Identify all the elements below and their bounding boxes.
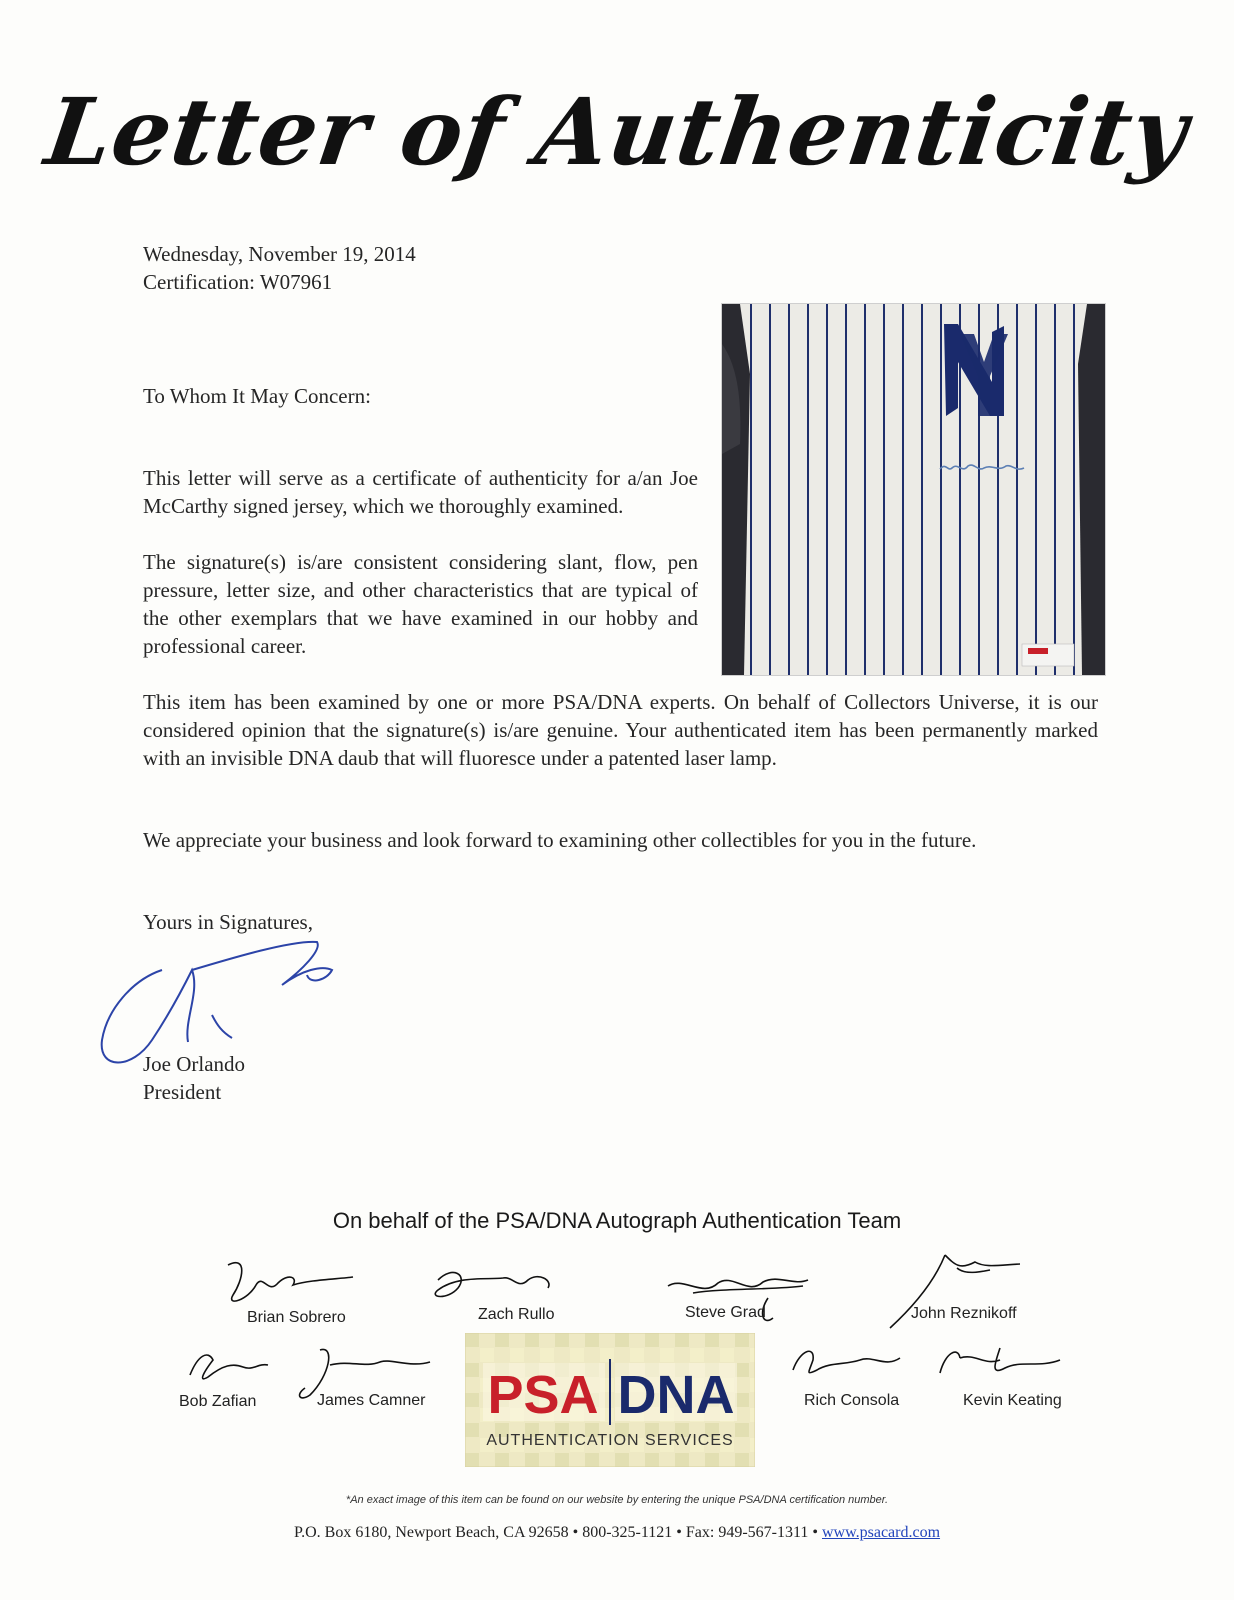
signed-pinstripe-jersey-photo	[722, 304, 1105, 675]
letter-title: Letter of Authenticity	[39, 78, 1195, 186]
signer-name: Joe Orlando	[143, 1052, 246, 1076]
team-member-kevin-keating: Kevin Keating	[963, 1392, 1062, 1409]
team-member-rich-consola: Rich Consola	[804, 1392, 900, 1409]
team-header: On behalf of the PSA/DNA Autograph Authentication Team	[332, 1208, 902, 1233]
team-member-james-camner: James Camner	[317, 1392, 426, 1409]
zach-rullo-signature	[428, 1260, 558, 1310]
website-link[interactable]: www.psacard.com	[822, 1524, 941, 1541]
certification-number: Certification: W07961	[143, 270, 333, 294]
team-member-zach-rullo: Zach Rullo	[478, 1306, 555, 1323]
psa-mark: PSA	[487, 1365, 599, 1425]
paragraph-appreciation: We appreciate your business and look forward to examining other collectibles for you in the future.	[143, 828, 977, 852]
footer-contact	[0, 1524, 1234, 1542]
paragraph-consistency: The signature(s) is/are consistent considering slant, flow, pen pressure, letter size, and other characteristics that are typical of the other exemplars that we have examined in our hobby and professional career.	[143, 550, 698, 658]
signer-title: President	[143, 1080, 222, 1104]
paragraph-examination: This item has been examined by one or more PSA/DNA experts. On behalf of Collectors Universe, it is our considered opinion that the signature(s) is/are genuine. Your authenticated item has been permanently marked with an invisible DNA daub that will fluoresce under a patented laser lamp.	[143, 690, 1098, 770]
brian-sobrero-signature	[218, 1255, 358, 1315]
team-member-john-reznikoff: John Reznikoff	[911, 1305, 1017, 1322]
paragraph-certificate: This letter will serve as a certificate of authenticity for a/an Joe McCarthy signed jersey, which we thoroughly examined.	[143, 466, 698, 518]
team-member-bob-zafian: Bob Zafian	[179, 1393, 257, 1410]
salutation: To Whom It May Concern:	[143, 384, 371, 408]
disclaimer: *An exact image of this item can be found on our website by entering the unique PSA/DNA certification number.	[345, 1494, 889, 1506]
kevin-keating-signature	[930, 1338, 1070, 1388]
logo-subtitle: AUTHENTICATION SERVICES	[486, 1432, 734, 1449]
jersey-photo	[721, 303, 1106, 676]
footer-address: P.O. Box 6180, Newport Beach, CA 92658 • 800-325-1121 • Fax: 949-567-1311 •	[293, 1524, 818, 1541]
letter-date: Wednesday, November 19, 2014	[143, 242, 416, 266]
closing: Yours in Signatures,	[143, 910, 313, 934]
bob-zafian-signature	[178, 1345, 278, 1390]
team-member-steve-grad: Steve Grad	[685, 1304, 766, 1321]
psa-dna-logo	[465, 1333, 755, 1467]
rich-consola-signature	[785, 1340, 905, 1385]
dna-mark: DNA	[617, 1365, 735, 1425]
team-member-brian-sobrero: Brian Sobrero	[247, 1309, 346, 1326]
